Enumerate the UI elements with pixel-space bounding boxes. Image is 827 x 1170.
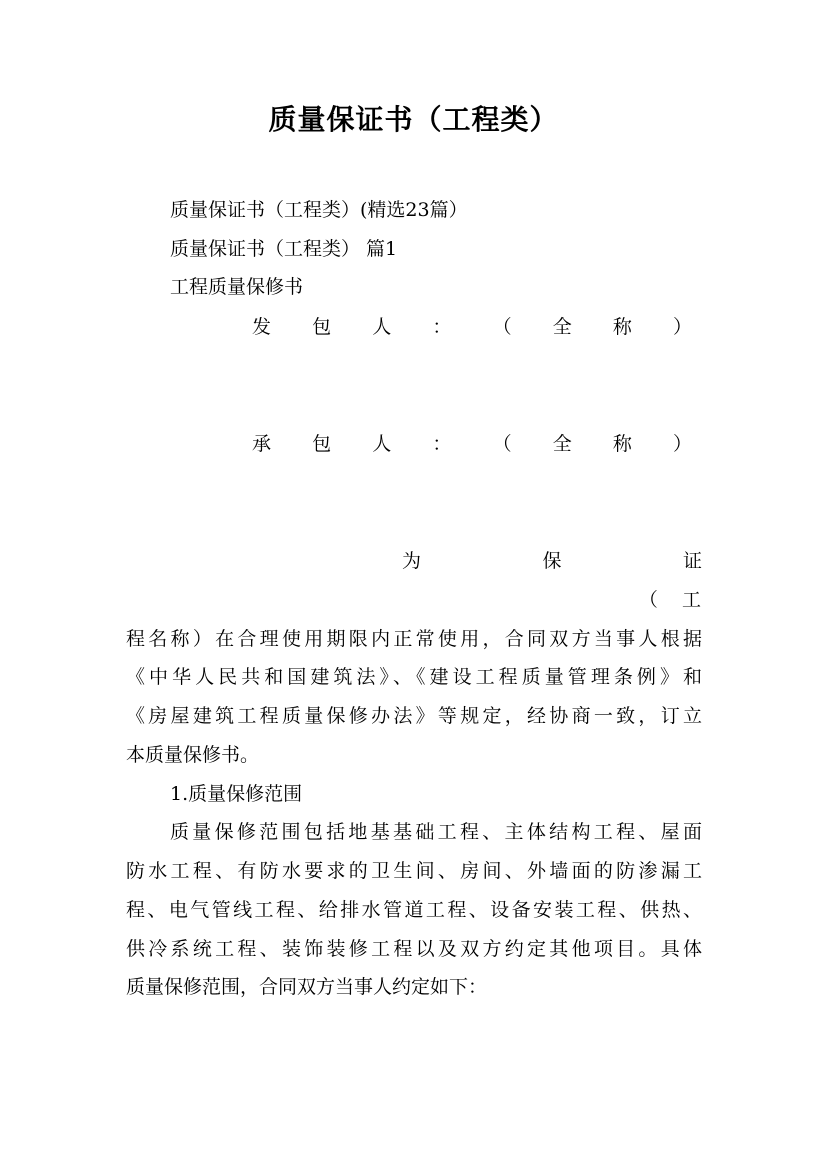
chengbao-char: 称 (612, 433, 632, 455)
fabao-char: 全 (552, 316, 572, 338)
wei-char: 证 (682, 550, 702, 572)
chengbao-char: （ (492, 433, 512, 455)
wei-char: 为 (402, 550, 422, 572)
intro-line-1: 程名称）在合理使用期限内正常使用，合同双方当事人根据 (126, 628, 702, 650)
section1-line-4: 供冷系统工程、装饰装修工程以及双方约定其他项目。具体 (126, 938, 702, 960)
wei-baozheng-line (402, 547, 702, 575)
chengbao-char: 包 (312, 433, 332, 455)
document-title: 质量保证书（工程类） (268, 103, 559, 136)
section1-line-2: 防水工程、有防水要求的卫生间、房间、外墙面的防渗漏工 (126, 860, 702, 882)
chengbao-ren-line (252, 430, 692, 458)
intro-line-4: 本质量保修书。 (126, 744, 260, 766)
intro-line-3: 《房屋建筑工程质量保修办法》等规定，经协商一致，订立 (126, 705, 702, 727)
header-line-1: 质量保证书（工程类）(精选23篇） (170, 199, 468, 221)
chengbao-char: 人 (372, 433, 392, 455)
fabao-char: 人 (372, 316, 392, 338)
fabao-char: 包 (312, 316, 332, 338)
header-line-2: 质量保证书（工程类） 篇1 (170, 238, 398, 260)
chengbao-char: ） (672, 433, 692, 455)
section1-line-5: 质量保修范围，合同双方当事人约定如下： (126, 976, 488, 998)
chengbao-char: ： (432, 433, 452, 455)
fabao-char: ） (672, 316, 692, 338)
paren-gong-line: （ 工 (638, 589, 701, 611)
fabao-char: （ (492, 316, 512, 338)
section1-line-1: 质量保修范围包括地基基础工程、主体结构工程、屋面 (170, 821, 702, 843)
fabao-ren-line (252, 313, 692, 341)
section1-heading: 1.质量保修范围 (170, 783, 303, 805)
intro-line-2: 《中华人民共和国建筑法》、《建设工程质量管理条例》和 (126, 666, 702, 688)
chengbao-char: 全 (552, 433, 572, 455)
fabao-char: 发 (252, 316, 272, 338)
fabao-char: ： (432, 316, 452, 338)
fabao-char: 称 (612, 316, 632, 338)
wei-char: 保 (542, 550, 562, 572)
chengbao-char: 承 (252, 433, 272, 455)
section1-line-3: 程、电气管线工程、给排水管道工程、设备安装工程、供热、 (126, 899, 702, 921)
header-line-3: 工程质量保修书 (170, 276, 304, 298)
